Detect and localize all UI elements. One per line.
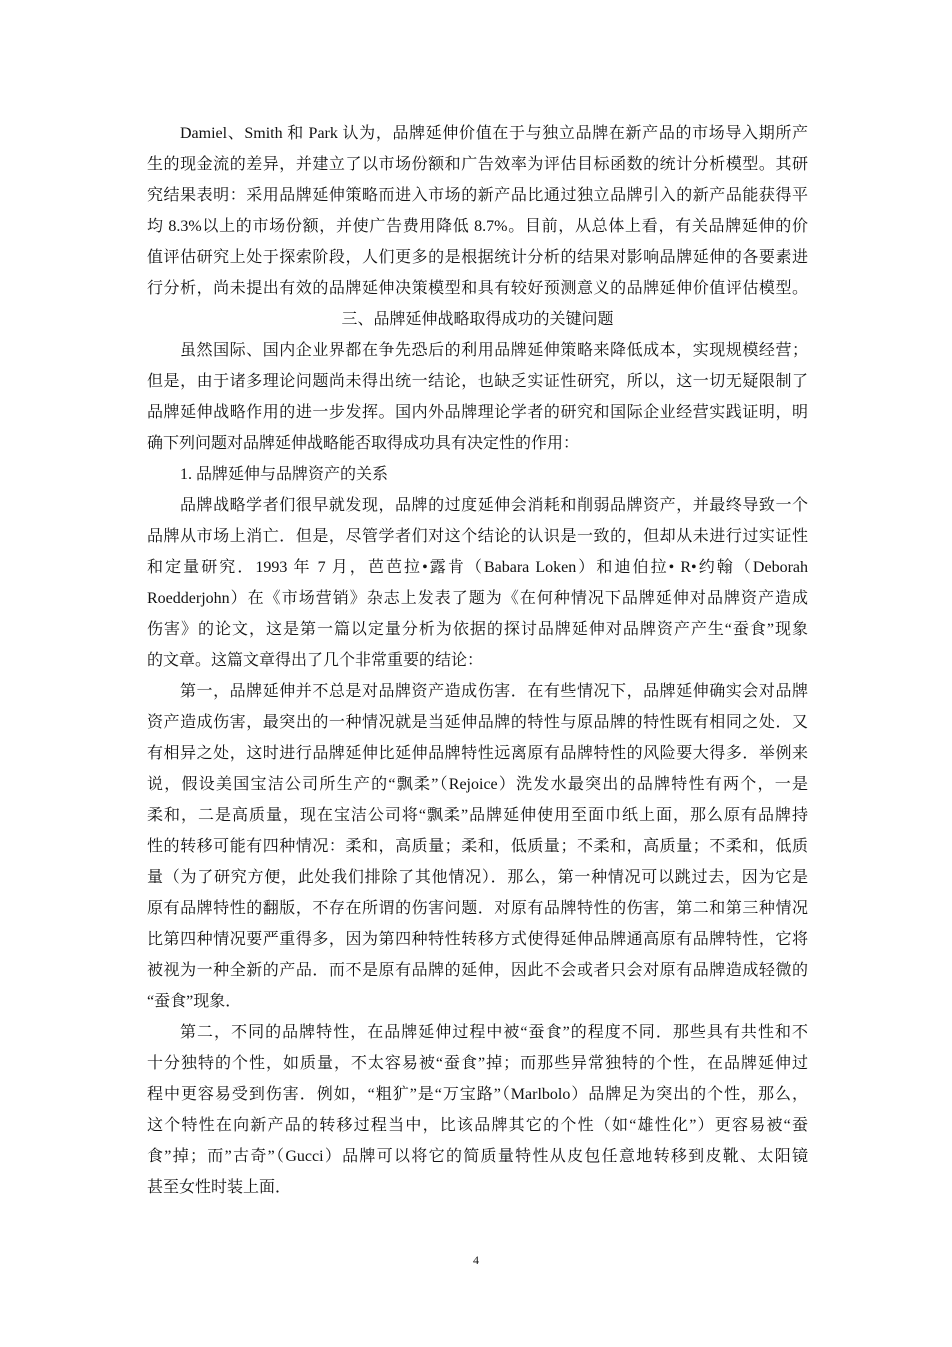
text-line: 被视为一种全新的产品．而不是原有品牌的延伸，因此不会或者只会对原有品牌造成轻微的 [147,962,808,979]
text-line: 确下列问题对品牌延伸战略能否取得成功具有决定性的作用： [147,435,580,452]
text-line: “蚕食”现象． [147,993,242,1010]
text-line: 究结果表明：采用品牌延伸策略而进入市场的新产品比通过独立品牌引入的新产品能获得平 [147,187,808,204]
text-line: 第一，品牌延伸并不总是对品牌资产造成伤害．在有些情况下，品牌延伸确实会对品牌 [180,683,808,700]
paragraph-1 [147,118,808,304]
text-line: 柔和，二是高质量，现在宝洁公司将“飘柔”品牌延伸使用至面巾纸上面，那么原有品牌持 [147,807,808,824]
subsection-heading: 1. 品牌延伸与品牌资产的关系 [180,466,389,483]
section-heading: 三、品牌延伸战略取得成功的关键问题 [341,311,614,328]
text-line: 十分独特的个性，如质量，不太容易被“蚕食”掉；而那些异常独特的个性，在品牌延伸过 [147,1055,808,1072]
text-line: 品牌从市场上消亡．但是，尽管学者们对这个结论的认识是一致的，但却从未进行过实证性 [147,528,808,545]
text-line: 虽然国际、国内企业界都在争先恐后的利用品牌延伸策略来降低成本，实现规模经营； [180,342,808,359]
text-line: 资产造成伤害，最突出的一种情况就是当延伸品牌的特性与原品牌的特性既有相同之处．又 [147,714,808,731]
text-line: 第二，不同的品牌特性，在品牌延伸过程中被“蚕食”的程度不同．那些具有共性和不 [180,1024,808,1041]
text-line: 品牌延伸战略作用的进一步发挥。国内外品牌理论学者的研究和国际企业经营实践证明，明 [147,404,808,421]
text-line: 但是，由于诸多理论问题尚未得出统一结论，也缺乏实证性研究，所以，这一切无疑限制了 [147,373,808,390]
text-line: 伤害》的论文，这是第一篇以定量分析为依据的探讨品牌延伸对品牌资产产生“蚕食”现象 [147,621,808,638]
text-line: Damiel、Smith 和 Park 认为，品牌延伸价值在于与独立品牌在新产品的市场导入期所产 [180,125,808,142]
paragraph-4 [147,676,808,1017]
text-line: 说，假设美国宝洁公司所生产的“飘柔”（Rejoice）洗发水最突出的品牌特性有两个，一是 [147,776,808,793]
text-line: 值评估研究上处于探索阶段，人们更多的是根据统计分析的结果对影响品牌延伸的各要素进 [147,249,808,266]
text-line: 均 8.3%以上的市场份额，并使广告费用降低 8.7%。目前，从总体上看，有关品牌延伸的价 [147,218,808,235]
paragraph-2 [147,335,808,459]
text-line: 品牌战略学者们很早就发现，品牌的过度延伸会消耗和削弱品牌资产，并最终导致一个 [180,497,808,514]
text-line: 有相异之处，这时进行品牌延伸比延伸品牌特性远离原有品牌特性的风险要大得多．举例来 [147,745,808,762]
paragraph-5 [147,1017,808,1203]
text-line: 行分析，尚未提出有效的品牌延伸决策模型和具有较好预测意义的品牌延伸价值评估模型。 [147,280,808,297]
text-line: 的文章。这篇文章得出了几个非常重要的结论： [147,652,484,669]
text-line: 性的转移可能有四种情况：柔和，高质量；柔和，低质量；不柔和，高质量；不柔和，低质 [147,838,808,855]
text-line: 和定量研究．1993 年 7 月，芭芭拉•露肯（Babara Loken）和迪伯拉• R•约翰（Deborah [147,559,808,576]
page-number: 4 [473,1253,479,1267]
text-line: Roedderjohn）在《市场营销》杂志上发表了题为《在何种情况下品牌延伸对品牌资产造成 [147,590,808,607]
document-body [147,118,808,1203]
text-line: 甚至女性时装上面． [147,1179,292,1196]
text-line: 原有品牌特性的翻版，不存在所谓的伤害问题．对原有品牌特性的伤害，第二和第三种情况 [147,900,808,917]
text-line: 这个特性在向新产品的转移过程当中，比该品牌其它的个性（如“雄性化”）更容易被“蚕 [147,1117,808,1134]
text-line: 食”掉；而”古奇”（Gucci）品牌可以将它的简质量特性从皮包任意地转移到皮靴、太阳镜 [147,1148,808,1165]
text-line: 生的现金流的差异，并建立了以市场份额和广告效率为评估目标函数的统计分析模型。其研 [147,156,808,173]
text-line: 比第四种情况要严重得多，因为第四种特性转移方式使得延伸品牌通高原有品牌特性，它将 [147,931,808,948]
text-line: 量（为了研究方便，此处我们排除了其他情况）．那么，第一种情况可以跳过去，因为它是 [147,869,808,886]
paragraph-3 [147,490,808,676]
text-line: 程中更容易受到伤害．例如，“粗犷”是“万宝路”（Marlbolo）品牌足为突出的个性，那么， [147,1086,808,1103]
